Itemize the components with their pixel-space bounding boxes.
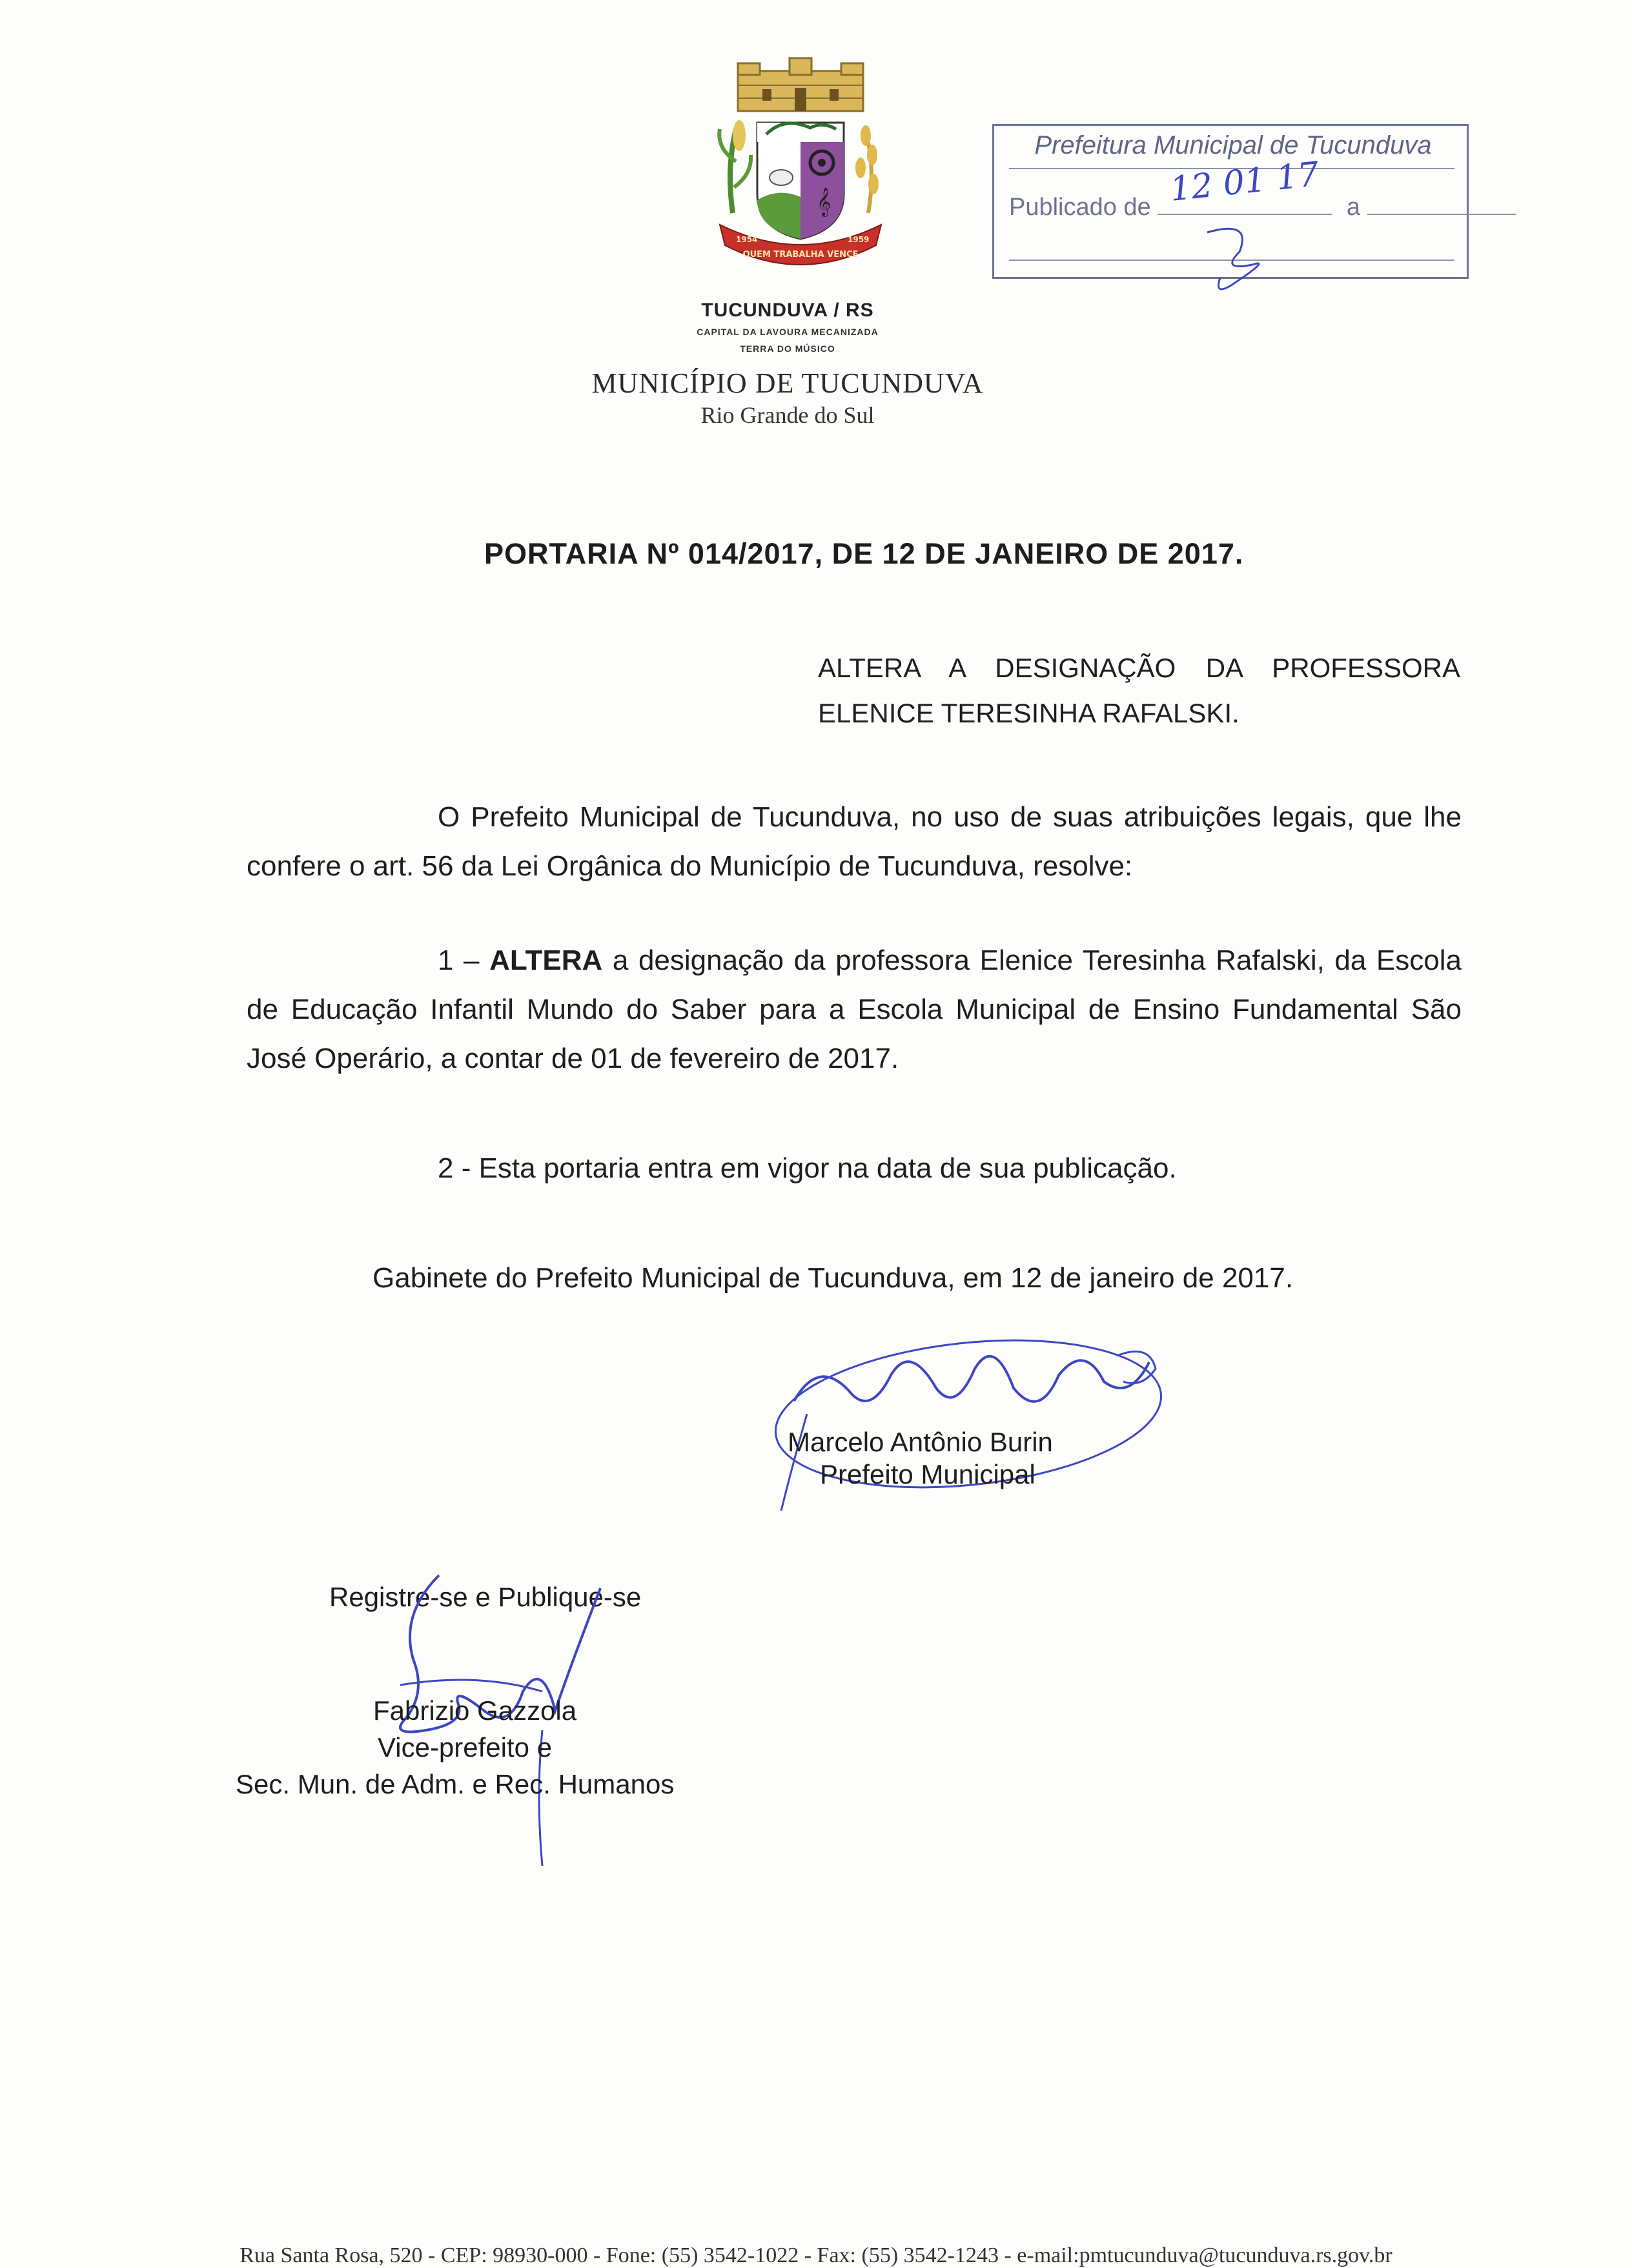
mayor-handwritten-signature [768, 1317, 1168, 1524]
register-publish-note: Registre-se e Publique-se [329, 1582, 642, 1612]
article-1-keyword: ALTERA [489, 945, 603, 976]
mayor-role: Prefeito Municipal [820, 1459, 1035, 1489]
vice-mayor-name: Fabrizio Gazzola [373, 1695, 577, 1726]
document-summary: ALTERA A DESIGNAÇÃO DA PROFESSORA ELENICE TERESINHA RAFALSKI. [818, 653, 1460, 728]
city-state-label: TUCUNDUVA / RS [701, 300, 874, 321]
vice-mayor-department: Sec. Mun. de Adm. e Rec. Humanos [236, 1769, 675, 1799]
tagline-secondary: TERRA DO MÚSICO [740, 343, 835, 354]
document-title: PORTARIA Nº 014/2017, DE 12 DE JANEIRO DE 2017. [484, 537, 1244, 570]
stamp-published-label: Publicado de [1009, 194, 1151, 221]
state-name: Rio Grande do Sul [700, 402, 875, 428]
article-1 [247, 936, 1462, 1083]
preamble-paragraph: O Prefeito Municipal de Tucunduva, no uso de suas atribuições legais, que lhe confere o art. 56 da Lei Orgânica do Município de Tucunduva, resolve: [247, 801, 1462, 882]
wheat-sheaf [855, 125, 879, 213]
footer-contact-info: Rua Santa Rosa, 520 - CEP: 98930-000 - Fone: (55) 3542-1022 - Fax: (55) 3542-1243 - e-mail:pmtucunduva@tucunduva.rs.gov.br [240, 2243, 1392, 2267]
vice-mayor-role: Vice-prefeito e [378, 1732, 553, 1762]
crest-motto: QUEM TRABALHA VENCE [742, 250, 859, 260]
municipal-coat-of-arms [707, 52, 894, 284]
crest-year-left: 1954 [736, 235, 758, 244]
tagline-primary: CAPITAL DA LAVOURA MECANIZADA [697, 327, 879, 337]
stamp-to-label: a [1346, 194, 1360, 221]
article-2: 2 - Esta portaria entra em vigor na data de sua publicação. [438, 1152, 1177, 1184]
municipality-name: MUNICÍPIO DE TUCUNDUVA [591, 367, 984, 399]
mural-crown [738, 58, 863, 111]
crest-year-right: 1959 [848, 235, 870, 244]
corn-plant [719, 120, 751, 213]
stamp-handwritten-date: 12 01 17 [1168, 155, 1321, 209]
shield [757, 123, 844, 239]
article-1-text: a designação da professora Elenice Teresinha Rafalski, da Escola de Educação Infantil Mundo do Saber para a Escola Municipal de Ensino Fundamental São José Operário, a contar de 01 de fevereiro de 2017. [247, 945, 1462, 1074]
mayor-name: Marcelo Antônio Burin [788, 1427, 1053, 1457]
svg-text:𝄞: 𝄞 [817, 187, 831, 216]
closing-line: Gabinete do Prefeito Municipal de Tucunduva, em 12 de janeiro de 2017. [372, 1262, 1294, 1294]
stamp-initials-scribble [1194, 213, 1285, 303]
article-1-number: 1 – [438, 945, 490, 976]
stamp-title: Prefeitura Municipal de Tucunduva [1034, 131, 1432, 159]
